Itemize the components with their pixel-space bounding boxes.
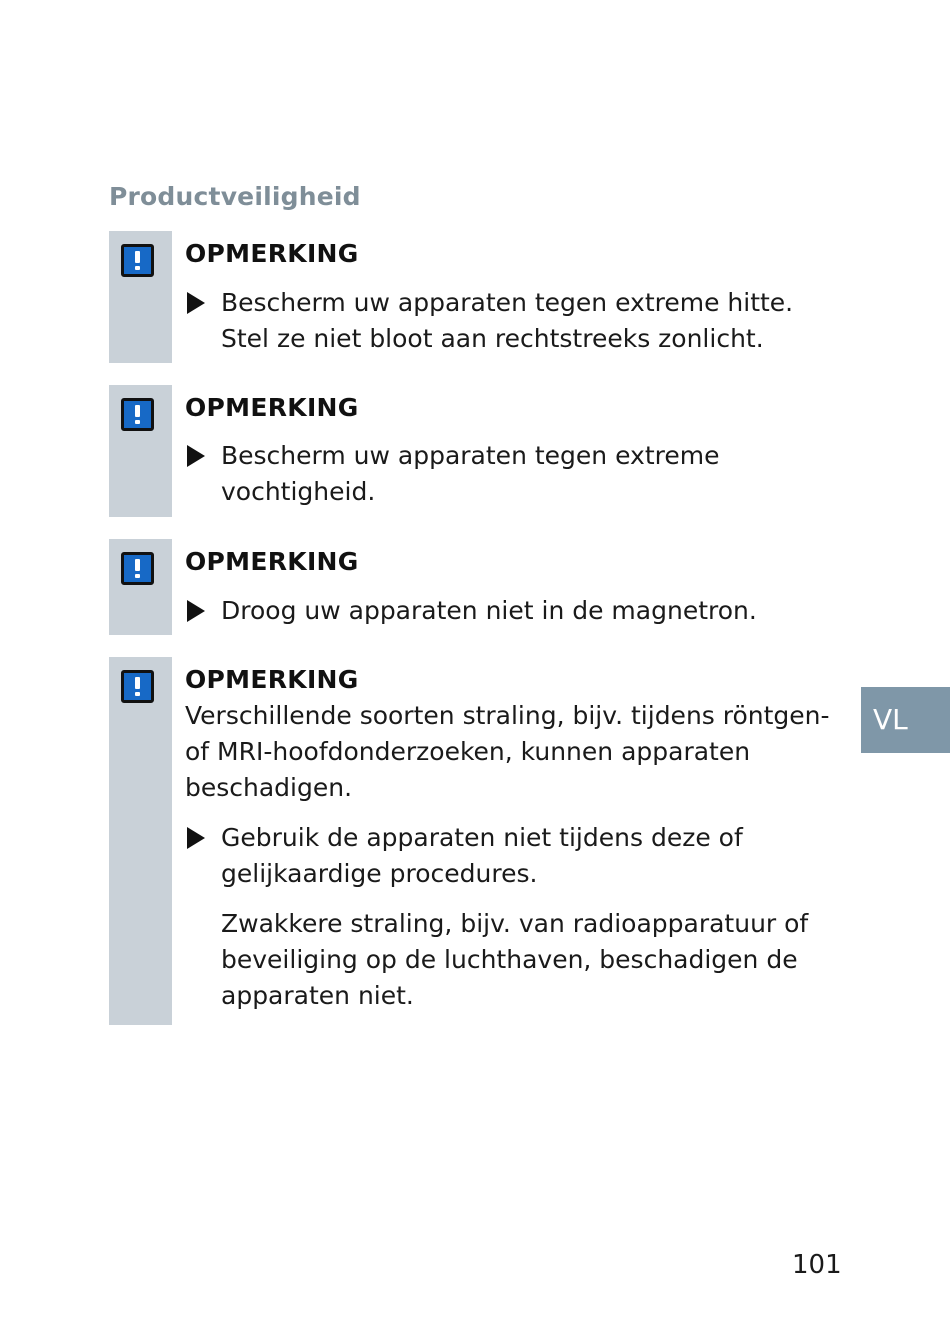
notice-content [185,237,869,357]
notice-content [185,545,869,629]
notice-heading: OPMERKING [185,239,359,268]
warning-exclamation-icon [121,670,154,703]
warning-exclamation-icon [121,244,154,277]
warning-exclamation-icon [121,398,154,431]
notice-side-bar [109,657,172,1025]
bullet-line: Bescherm uw apparaten tegen extreme hitte. [221,288,794,317]
bullet-arrow-icon [187,292,205,314]
bullet-arrow-icon [187,445,205,467]
notice-heading: OPMERKING [185,393,359,422]
bullet-arrow-icon [187,600,205,622]
bullet-line: vochtigheid. [221,477,376,506]
note-line: Zwakkere straling, bijv. van radioapparatuur of [221,909,809,938]
notice-content [185,663,869,1014]
note-line: beveiliging op de luchthaven, beschadigen de [221,945,798,974]
section-title: Productveiligheid [109,182,361,211]
bullet-line: Bescherm uw apparaten tegen extreme [221,441,720,470]
language-tab: VL [861,687,950,753]
intro-line: beschadigen. [185,773,353,802]
notice-heading: OPMERKING [185,547,359,576]
notice-bullet [185,820,869,892]
intro-line: of MRI-hoofdonderzoeken, kunnen apparaten [185,737,751,766]
warning-exclamation-icon [121,552,154,585]
bullet-line: gelijkaardige procedures. [221,859,538,888]
page-number: 101 [792,1250,842,1280]
notice-content [185,391,869,510]
notice-bullet [185,593,869,629]
bullet-arrow-icon [187,827,205,849]
bullet-line: Droog uw apparaten niet in de magnetron. [221,596,757,625]
intro-line: Verschillende soorten straling, bijv. tijdens röntgen- [185,701,830,730]
notice-bullet [185,438,869,510]
bullet-line: Stel ze niet bloot aan rechtstreeks zonlicht. [221,324,764,353]
notice-box-radiation [109,657,869,1025]
bullet-line: Gebruik de apparaten niet tijdens deze of [221,823,743,852]
notice-note [185,906,869,1014]
notice-heading: OPMERKING [185,665,359,694]
note-line: apparaten niet. [221,981,414,1010]
notice-intro [185,698,869,806]
notice-box-humidity [109,385,869,517]
notice-bullet [185,285,869,357]
notice-box-heat [109,231,869,363]
notice-box-microwave [109,539,869,635]
